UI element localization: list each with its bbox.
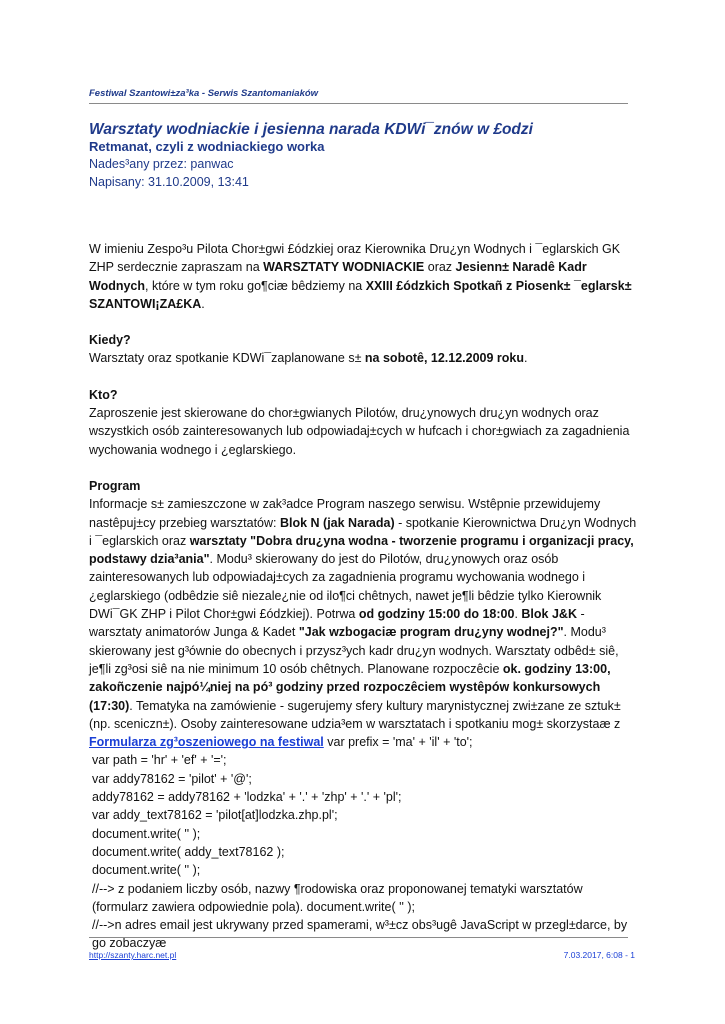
program-text-4: .	[514, 607, 522, 622]
program-bold-4: Blok J&K	[521, 607, 577, 622]
kiedy-bold-1: na sobotê, 12.12.2009 roku	[364, 351, 525, 366]
program-text-8: var prefix = 'ma' + 'il' + 'to';	[323, 735, 473, 750]
program-bold-1: Blok N (jak Narada)	[279, 515, 395, 530]
intro-text-1: W imieniu Zespo³u Pilota Chor±gwi £ódzkiej oraz Kierownika Dru¿yn Wodnych i ¯eglarskich GK ZHP serdecznie zapraszam na	[89, 242, 621, 275]
footer-site-link[interactable]: http://szanty.harc.net.pl	[89, 950, 177, 960]
kto-paragraph: Zaproszenie jest skierowane do chor±gwianych Pilotów, dru¿ynowych dru¿yn wodnych oraz wszystkich osób zainteresowanych lub odpowiadaj±cych w hufcach i chor±gwiach za zagadnienia wychowania wodnego i ¿eglarskiego.	[89, 406, 630, 457]
program-heading: Program	[89, 478, 141, 493]
code-line: document.write( '' );	[92, 863, 201, 878]
program-bold-6: ok. godziny 13:00, zakoñczenie najpó¼niej na pó³ godziny przed rozpoczêciem wystêpów konkursowych (17:30)	[89, 661, 611, 713]
intro-text-2: oraz	[424, 260, 456, 275]
code-line: var addy_text78162 = 'pilot[at]lodzka.zhp.pl';	[92, 808, 338, 823]
article-title: Warsztaty wodniackie i jesienna narada KDWi¯znów w £odzi	[89, 121, 533, 138]
program-bold-3: od godziny 15:00 do 18:00	[358, 607, 515, 622]
footer-divider	[89, 937, 628, 938]
intro-bold-3: XXIII £ódzkich Spotkañ z Piosenk± ¯eglarsk± SZANTOWI¡ZA£KA	[89, 278, 632, 311]
program-text-7: . Tematyka na zamówienie - sugerujemy sfery kultury marynistycznej zwi±zane ze sztuk± (np. sceniczn±). Osoby zainteresowane udzia³em w warsztatach i spotkaniu mog± skorzystaæ z	[89, 698, 621, 731]
kiedy-text-1: Warsztaty oraz spotkanie KDWi¯zaplanowane s±	[89, 351, 365, 366]
kiedy-paragraph	[89, 349, 637, 367]
intro-text-3: , które w tym roku go¶ciæ bêdziemy na	[145, 278, 366, 293]
code-line: //--> z podaniem liczby osób, nazwy ¶rodowiska oraz proponowanej tematyki warsztatów (formularz zawiera odpowiednie pola). document.write( '' );	[92, 881, 583, 914]
code-line: var path = 'hr' + 'ef' + '=';	[92, 753, 227, 768]
kiedy-heading: Kiedy?	[89, 333, 131, 348]
header-divider	[89, 103, 628, 104]
author-line: Nades³any przez: panwac	[89, 157, 234, 171]
intro-bold-1: WARSZTATY WODNIACKIE	[263, 260, 425, 275]
program-bold-5: "Jak wzbogaciæ program dru¿yny wodnej?"	[298, 625, 564, 640]
code-line: //-->n adres email jest ukrywany przed spamerami, w³±cz obs³ugê JavaScript w przegl±darce, by go zobaczyæ	[92, 918, 628, 951]
intro-bold-2: Jesienn± Naradê Kadr Wodnych	[89, 260, 587, 293]
kto-heading: Kto?	[89, 387, 118, 402]
article-subtitle: Retmanat, czyli z wodniackiego worka	[89, 139, 325, 154]
program-text-1: Informacje s± zamieszczone w zak³adce Program naszego serwisu. Wstêpnie przewidujemy nastêpuj±cy przebieg warsztatów:	[89, 497, 601, 530]
code-line: document.write( '' );	[92, 826, 201, 841]
footer-date-page: 7.03.2017, 6:08 - 1	[563, 950, 635, 960]
program-bold-2: warsztaty "Dobra dru¿yna wodna - tworzenie programu i organizacji pracy, podstawy dzia³ania"	[89, 533, 634, 567]
article-body	[89, 240, 637, 953]
program-text-3: . Modu³ skierowany do jest do Pilotów, dru¿ynowych oraz osób zainteresowanych lub odpowiadaj±cych za zagadnienia programu wychowania wodnego i ¿eglarskiego (odbêdzie siê niezale¿nie od ilo¶ci chêtnych, nawet je¶li bêdzie tylko Kierownik DWi¯GK ZHP i Pilot Chor±gwi £ódzkiej). Potrwa	[89, 552, 602, 622]
kiedy-text-2: .	[524, 351, 528, 366]
date-line: Napisany: 31.10.2009, 13:41	[89, 175, 249, 189]
code-line: document.write( addy_text78162 );	[92, 844, 285, 859]
intro-text-4: .	[201, 296, 205, 311]
program-text-5: - warsztaty animatorów Junga & Kadet	[89, 607, 585, 640]
code-line: addy78162 = addy78162 + 'lodzka' + '.' + 'zhp' + '.' + 'pl';	[92, 790, 402, 805]
program-text-6: . Modu³ skierowany jest g³ównie do obecnych i przysz³ych kadr dru¿yn wodnych. Warsztaty odbêd± siê, je¶li zg³osi siê na nie minimum 10 osób chêtnych. Planowane rozpoczêcie	[89, 625, 619, 676]
site-title: Festiwal Szantowi±za³ka - Serwis Szantomaniaków	[89, 88, 319, 99]
registration-form-link[interactable]: Formularza zg³oszeniowego na festiwal	[89, 735, 324, 750]
intro-paragraph	[89, 240, 637, 313]
program-text-2: - spotkanie Kierownictwa Dru¿yn Wodnych i ¯eglarskich oraz	[89, 515, 637, 548]
code-line: var addy78162 = 'pilot' + '@';	[92, 771, 252, 786]
program-paragraph	[89, 495, 637, 751]
